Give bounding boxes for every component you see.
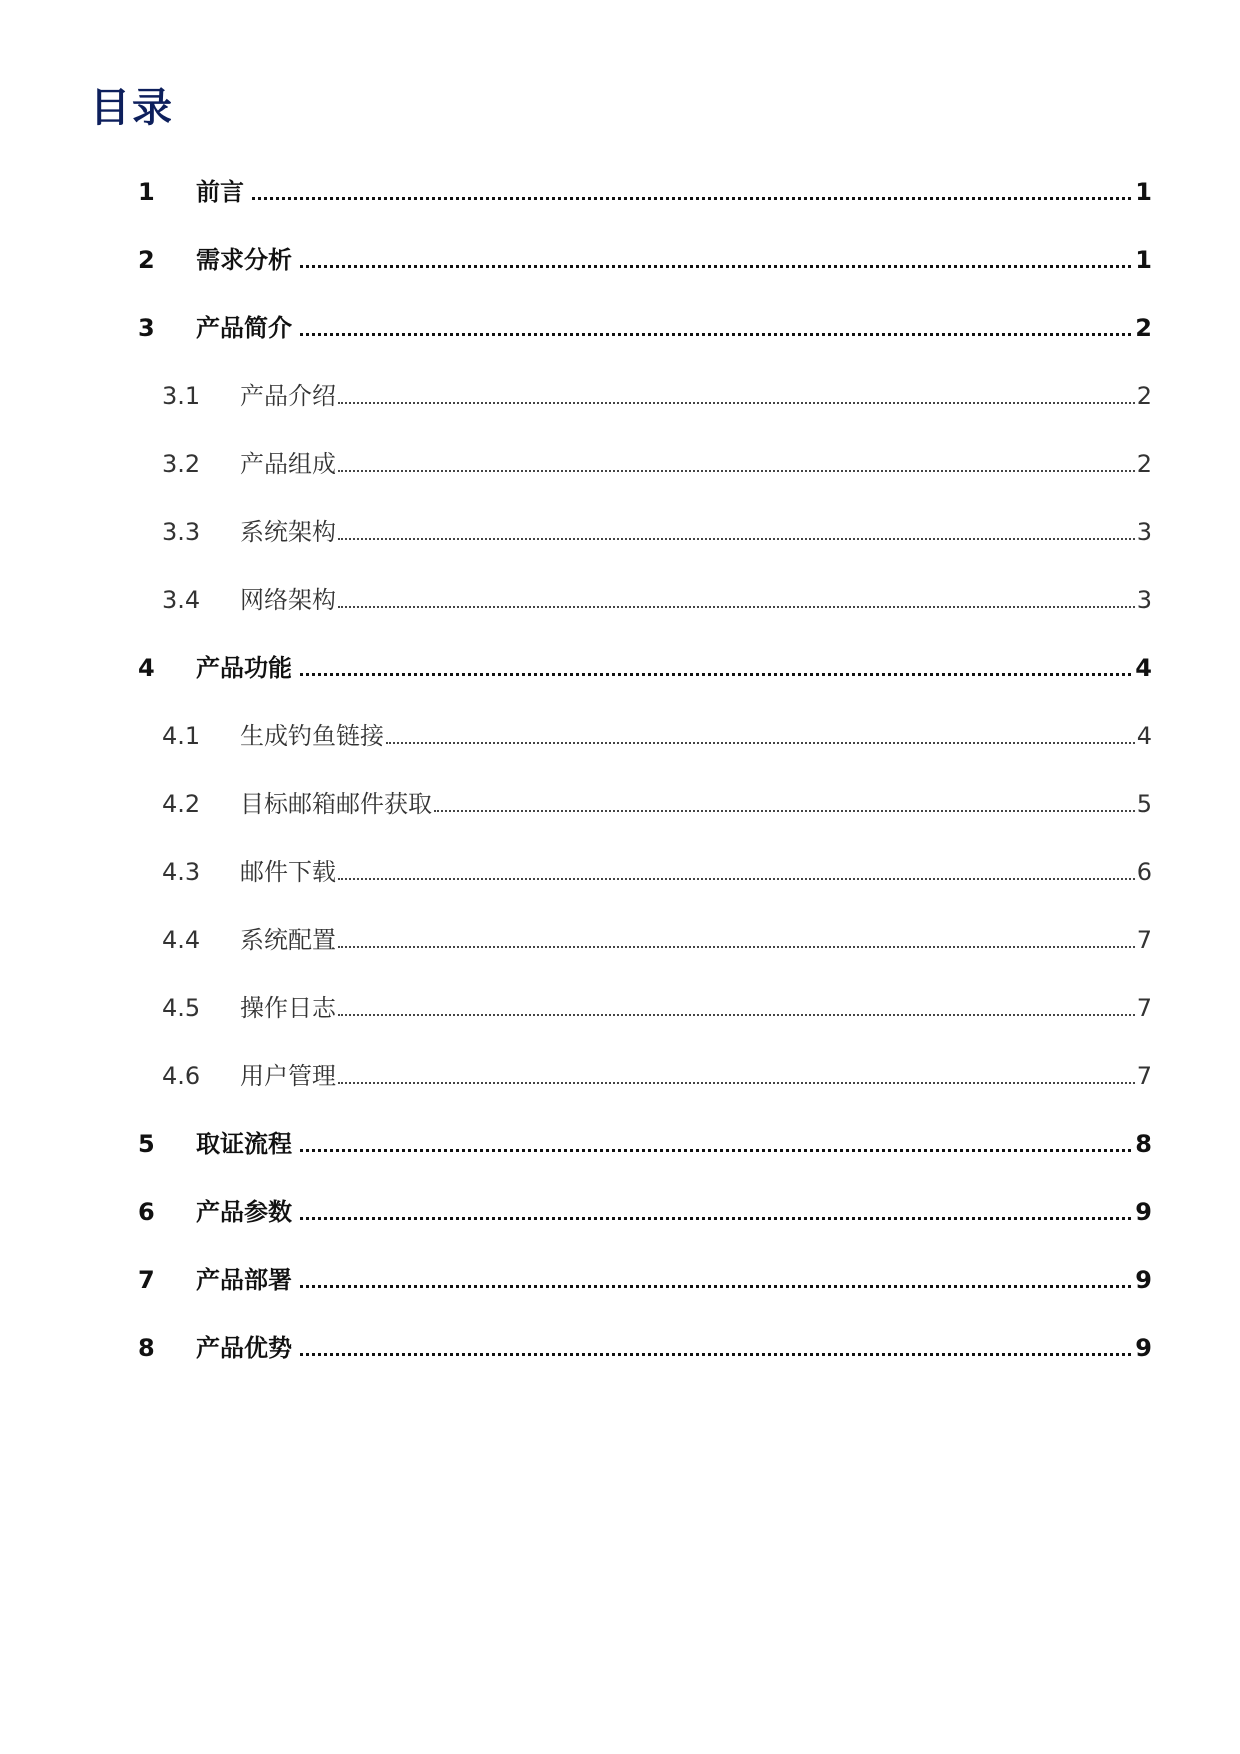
toc-dot-leader xyxy=(338,1064,1135,1084)
toc-title: 目录 xyxy=(90,85,174,131)
toc-dot-leader xyxy=(338,996,1135,1016)
toc-entry-5[interactable] xyxy=(0,1132,1240,1200)
toc-dot-leader xyxy=(338,384,1135,404)
toc-entry-page[interactable]: 9 xyxy=(1135,1198,1152,1226)
toc-dot-leader xyxy=(300,1132,1131,1152)
toc-entry-page[interactable]: 2 xyxy=(1136,382,1152,410)
toc-entry-page[interactable]: 1 xyxy=(1135,246,1152,274)
toc-entry-page[interactable]: 4 xyxy=(1136,722,1152,750)
toc-entry-number: 4.5 xyxy=(162,994,201,1022)
toc-dot-leader xyxy=(300,248,1131,268)
toc-entry-number: 4.3 xyxy=(162,858,201,886)
toc-entry-3-4[interactable] xyxy=(0,588,1240,656)
toc-entry-body xyxy=(196,656,1152,680)
toc-entry-number: 4.4 xyxy=(162,926,201,954)
toc-entry-body xyxy=(240,792,1152,816)
toc-entry-number: 3.3 xyxy=(162,518,201,546)
toc-entry-label[interactable]: 取证流程 xyxy=(196,1130,292,1158)
toc-entry-label[interactable]: 系统配置 xyxy=(240,926,336,954)
toc-entry-label[interactable]: 生成钓鱼链接 xyxy=(240,722,384,750)
toc-entry-number: 2 xyxy=(138,246,155,274)
toc-entry-page[interactable]: 8 xyxy=(1135,1130,1152,1158)
toc-entry-number: 6 xyxy=(138,1198,155,1226)
toc-entry-4-4[interactable] xyxy=(0,928,1240,996)
toc-entry-page[interactable]: 3 xyxy=(1136,518,1152,546)
toc-entry-label[interactable]: 产品优势 xyxy=(196,1334,292,1362)
toc-entry-page[interactable]: 9 xyxy=(1135,1266,1152,1294)
toc-entry-label[interactable]: 产品介绍 xyxy=(240,382,336,410)
toc-entry-number: 3 xyxy=(138,314,155,342)
toc-entry-page[interactable]: 9 xyxy=(1135,1334,1152,1362)
toc-entry-page[interactable]: 7 xyxy=(1136,926,1152,954)
toc-entry-1[interactable] xyxy=(0,180,1240,248)
toc-dot-leader xyxy=(338,452,1135,472)
toc-entry-label[interactable]: 产品功能 xyxy=(196,654,292,682)
toc-entry-number: 3.4 xyxy=(162,586,201,614)
toc-entry-number: 4.6 xyxy=(162,1062,201,1090)
toc-entry-number: 4.2 xyxy=(162,790,201,818)
toc-entry-number: 4.1 xyxy=(162,722,201,750)
toc-entry-label[interactable]: 产品部署 xyxy=(196,1266,292,1294)
toc-dot-leader xyxy=(386,724,1135,744)
toc-entry-page[interactable]: 3 xyxy=(1136,586,1152,614)
toc-entry-body xyxy=(196,1336,1152,1360)
toc-entry-page[interactable]: 5 xyxy=(1136,790,1152,818)
toc-entry-body xyxy=(240,996,1152,1020)
toc-entry-body xyxy=(240,384,1152,408)
toc-entry-4-3[interactable] xyxy=(0,860,1240,928)
toc-entry-4-1[interactable] xyxy=(0,724,1240,792)
toc-entry-body xyxy=(240,928,1152,952)
toc-entry-page[interactable]: 6 xyxy=(1136,858,1152,886)
toc-entry-3-1[interactable] xyxy=(0,384,1240,452)
toc-dot-leader xyxy=(434,792,1135,812)
toc-dot-leader xyxy=(300,316,1131,336)
toc-entry-label[interactable]: 产品参数 xyxy=(196,1198,292,1226)
toc-entry-page[interactable]: 7 xyxy=(1136,1062,1152,1090)
toc-dot-leader xyxy=(300,656,1131,676)
toc-entry-label[interactable]: 需求分析 xyxy=(196,246,292,274)
toc-dot-leader xyxy=(338,928,1135,948)
toc-entry-label[interactable]: 产品简介 xyxy=(196,314,292,342)
toc-entry-number: 3.1 xyxy=(162,382,201,410)
toc-entry-label[interactable]: 产品组成 xyxy=(240,450,336,478)
toc-entry-number: 5 xyxy=(138,1130,155,1158)
toc-dot-leader xyxy=(300,1200,1131,1220)
toc-entry-label[interactable]: 用户管理 xyxy=(240,1062,336,1090)
toc-dot-leader xyxy=(338,520,1135,540)
toc-entry-number: 1 xyxy=(138,178,155,206)
toc-entry-body xyxy=(196,316,1152,340)
toc-dot-leader xyxy=(300,1268,1131,1288)
toc-entry-page[interactable]: 2 xyxy=(1135,314,1152,342)
toc-entry-body xyxy=(240,452,1152,476)
toc-entry-label[interactable]: 系统架构 xyxy=(240,518,336,546)
toc-dot-leader xyxy=(252,180,1131,200)
toc-entry-label[interactable]: 网络架构 xyxy=(240,586,336,614)
toc-entry-number: 8 xyxy=(138,1334,155,1362)
toc-dot-leader xyxy=(338,860,1135,880)
toc-entry-8[interactable] xyxy=(0,1336,1240,1404)
toc-entry-4-5[interactable] xyxy=(0,996,1240,1064)
toc-entry-body xyxy=(196,1268,1152,1292)
toc-entry-body xyxy=(196,180,1152,204)
toc-entry-body xyxy=(196,248,1152,272)
toc-entry-3-2[interactable] xyxy=(0,452,1240,520)
toc-entry-number: 7 xyxy=(138,1266,155,1294)
toc-dot-leader xyxy=(300,1336,1131,1356)
toc-entry-3-3[interactable] xyxy=(0,520,1240,588)
toc-entry-body xyxy=(240,588,1152,612)
toc-entry-page[interactable]: 7 xyxy=(1136,994,1152,1022)
toc-dot-leader xyxy=(338,588,1135,608)
toc-entry-body xyxy=(196,1132,1152,1156)
toc-entry-label[interactable]: 邮件下载 xyxy=(240,858,336,886)
toc-entry-label[interactable]: 前言 xyxy=(196,178,244,206)
toc-entry-page[interactable]: 2 xyxy=(1136,450,1152,478)
toc-entry-4[interactable] xyxy=(0,656,1240,724)
toc-entry-number: 4 xyxy=(138,654,155,682)
toc-entry-page[interactable]: 1 xyxy=(1135,178,1152,206)
toc-entry-body xyxy=(240,860,1152,884)
toc-entry-body xyxy=(240,520,1152,544)
toc-entry-body xyxy=(240,724,1152,748)
toc-list xyxy=(0,180,1240,1404)
toc-entry-6[interactable] xyxy=(0,1200,1240,1268)
toc-entry-number: 3.2 xyxy=(162,450,201,478)
toc-entry-3[interactable] xyxy=(0,316,1240,384)
toc-entry-body xyxy=(196,1200,1152,1224)
toc-entry-label[interactable]: 目标邮箱邮件获取 xyxy=(240,790,432,818)
toc-entry-page[interactable]: 4 xyxy=(1135,654,1152,682)
toc-entry-label[interactable]: 操作日志 xyxy=(240,994,336,1022)
toc-entry-4-2[interactable] xyxy=(0,792,1240,860)
toc-entry-4-6[interactable] xyxy=(0,1064,1240,1132)
toc-entry-7[interactable] xyxy=(0,1268,1240,1336)
toc-entry-2[interactable] xyxy=(0,248,1240,316)
toc-entry-body xyxy=(240,1064,1152,1088)
